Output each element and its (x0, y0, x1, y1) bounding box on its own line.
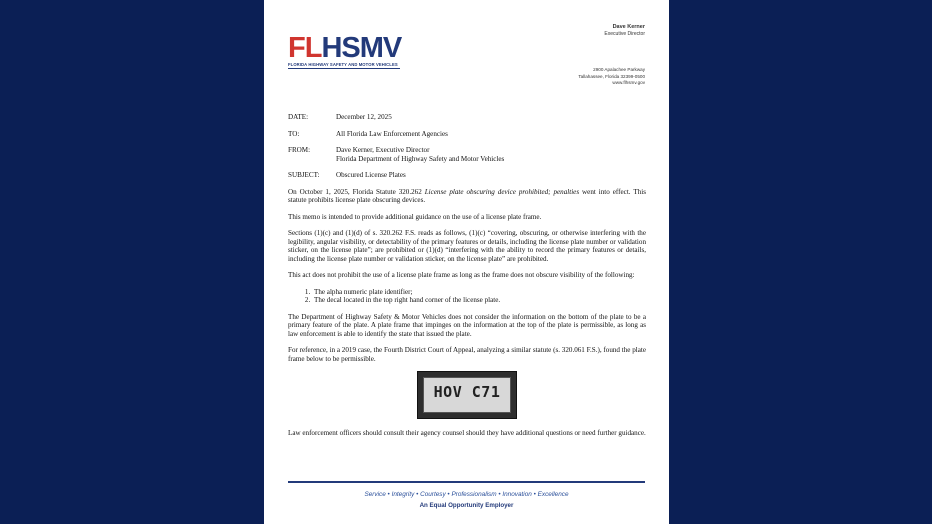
from-label: FROM: (288, 146, 311, 154)
p1-end: went into effect. This statute prohibits license plate obscuring devices. (288, 187, 646, 204)
footer-eoe: An Equal Opportunity Employer (419, 502, 514, 509)
logo-tagline: FLORIDA HIGHWAY SAFETY AND MOTOR VEHICLES (288, 62, 398, 67)
memo-page (264, 0, 669, 524)
to-label: TO: (288, 129, 300, 138)
footer-values: Service • Integrity • Courtesy • Professionalism • Innovation • Excellence (364, 491, 569, 498)
memo-subject-row (288, 171, 646, 180)
from-line-1: Dave Kerner, Executive Director (336, 146, 430, 154)
to-value: All Florida Law Enforcement Agencies (336, 129, 448, 138)
license-plate (423, 377, 511, 413)
paragraph-frame-allowed: This act does not prohibit the use of a license plate frame as long as the frame does not obscure visibility of the following: (288, 271, 635, 279)
memo-date-row (288, 113, 646, 122)
logo-hsmv-text: HSMV (321, 32, 402, 64)
paragraph-sections: Sections (1)(c) and (1)(d) of s. 320.262 F.S. reads as follows, (1)(c) “covering, obscuring, or otherwise interfering with the legibility, angular visibility, or detectability of the primary features or details, including the license plate number or validation sticker, on the license plate”; are prohibited or (1)(d) “interfering with the ability to record the primary features or details, including the license plate number or validation sticker, on the license plate” are prohibited. (288, 229, 646, 263)
statute-title: License plate obscuring device prohibited; penalties (424, 187, 580, 196)
visibility-list (288, 288, 646, 305)
memo-body (288, 113, 646, 446)
plate-number: HOV C71 (433, 383, 501, 401)
paragraph-consult-counsel: Law enforcement officers should consult their agency counsel should they have additional questions or need further guidance. (288, 429, 646, 437)
from-line-2: Florida Department of Highway Safety and Motor Vehicles (336, 154, 505, 163)
director-title: Executive Director (604, 31, 645, 37)
flhsmv-logo (288, 32, 401, 65)
address-block (578, 67, 645, 87)
date-value: December 12, 2025 (336, 113, 392, 121)
list-item: 1. The alpha numeric plate identifier; (312, 288, 646, 297)
license-plate-photo (417, 371, 517, 419)
paragraph-statute (288, 188, 646, 205)
memo-to-row (288, 130, 646, 139)
letterhead-contact (578, 24, 645, 87)
date-label: DATE: (288, 113, 309, 121)
director-name: Dave Kerner (612, 24, 645, 30)
logo-underline (288, 68, 400, 69)
address-line-2: Tallahassee, Florida 32399-0500 (578, 73, 645, 79)
p1-start: On October 1, 2025, Florida Statute 320.262 (288, 187, 425, 196)
website-link[interactable]: www.flhsmv.gov (612, 80, 645, 85)
subject-value: Obscured License Plates (336, 171, 406, 179)
list-item: 2. The decal located in the top right hand corner of the license plate. (312, 296, 646, 305)
from-value (336, 146, 646, 163)
logo-fl-text: FL (288, 32, 322, 64)
paragraph-court-case: For reference, in a 2019 case, the Fourth District Court of Appeal, analyzing a similar statute (s. 320.061 F.S.), found the plate frame below to be permissible. (288, 346, 646, 363)
memo-from-row (288, 146, 646, 163)
paragraph-bottom-info: The Department of Highway Safety & Motor Vehicles does not consider the information on the bottom of the plate to be a primary feature of the plate. A plate frame that impinges on the information at the top of the plate is permissible, as long as law enforcement is able to identify the state that issued the plate. (288, 312, 646, 338)
address-line-1: 2900 Apalachee Parkway (593, 67, 645, 72)
subject-label: SUBJECT: (288, 171, 320, 179)
paragraph-purpose: This memo is intended to provide additional guidance on the use of a license plate frame. (288, 212, 542, 221)
footer-divider (288, 481, 645, 483)
